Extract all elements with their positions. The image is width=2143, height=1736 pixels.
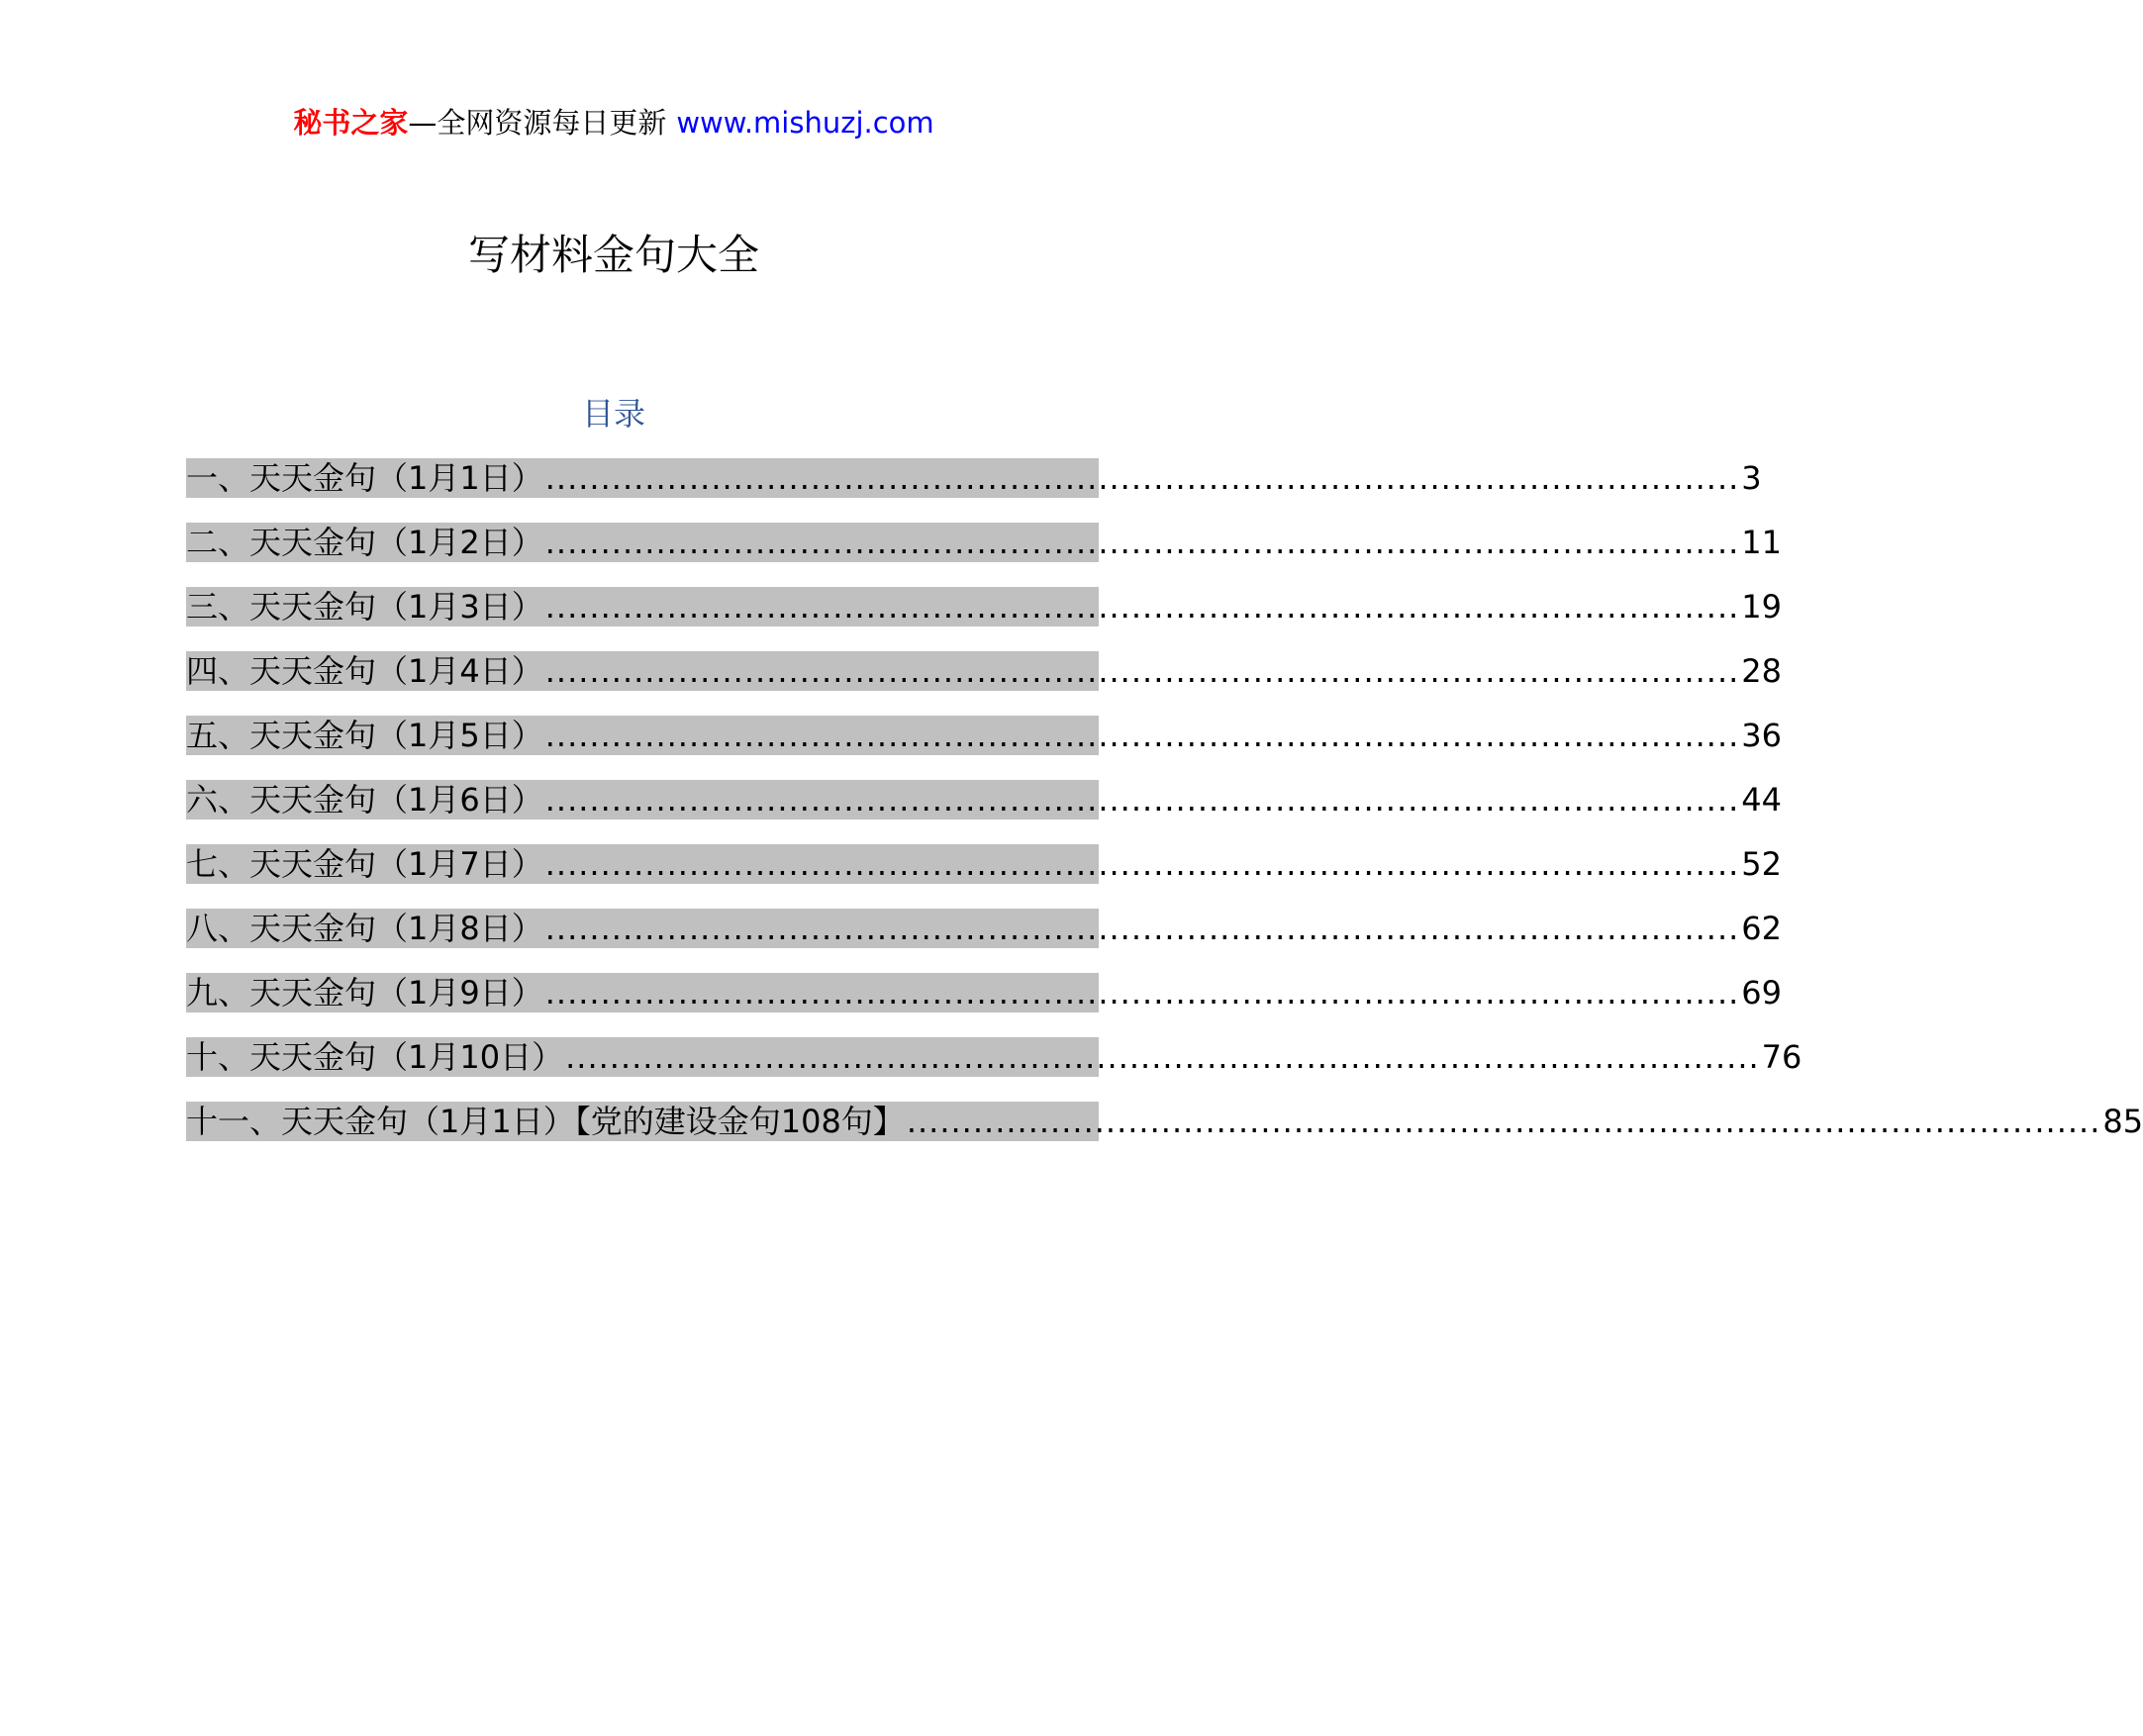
toc-entry[interactable] <box>186 1102 2143 1141</box>
toc-entry-label: 十、天天金句（1月10日） <box>186 1038 564 1076</box>
table-of-contents <box>186 458 2143 1166</box>
toc-entry-page: 44 <box>1741 781 1783 819</box>
toc-dot-leader: ............................................................................................................ <box>906 1103 2101 1140</box>
toc-dot-leader: ............................................................................................................ <box>544 459 1740 497</box>
toc-entry[interactable] <box>186 651 1783 691</box>
toc-entry-label: 二、天天金句（1月2日） <box>186 524 543 561</box>
toc-dot-leader: ............................................................................................................ <box>544 910 1740 947</box>
toc-entry[interactable] <box>186 716 1783 755</box>
toc-entry[interactable] <box>186 973 1783 1013</box>
toc-entry-page: 11 <box>1741 524 1783 561</box>
toc-entry-page: 19 <box>1741 588 1783 626</box>
toc-entry-label: 五、天天金句（1月5日） <box>186 717 543 754</box>
toc-dot-leader: ............................................................................................................ <box>544 652 1740 690</box>
document-title: 写材料金句大全 <box>467 231 759 279</box>
site-header <box>0 99 1227 146</box>
toc-dot-leader: ............................................................................................................ <box>544 588 1740 626</box>
toc-entry-page: 28 <box>1741 652 1783 690</box>
toc-dot-leader: ............................................................................................................ <box>544 845 1740 883</box>
toc-dot-leader: ............................................................................................................ <box>544 974 1740 1012</box>
toc-entry-label: 三、天天金句（1月3日） <box>186 588 543 626</box>
toc-dot-leader: ............................................................................................................ <box>544 717 1740 754</box>
toc-entry-page: 76 <box>1761 1038 1802 1076</box>
toc-entry-label: 八、天天金句（1月8日） <box>186 910 543 947</box>
toc-entry[interactable] <box>186 844 1783 884</box>
toc-heading: 目录 <box>581 395 645 433</box>
toc-entry-page: 36 <box>1741 717 1783 754</box>
toc-dot-leader: ............................................................................................................ <box>544 781 1740 819</box>
toc-entry-label: 四、天天金句（1月4日） <box>186 652 543 690</box>
toc-entry[interactable] <box>186 1037 1802 1077</box>
toc-entry-page: 3 <box>1741 459 1762 497</box>
site-brand: 秘书之家 <box>293 106 409 140</box>
toc-entry-label: 一、天天金句（1月1日） <box>186 459 543 497</box>
toc-entry-label: 六、天天金句（1月6日） <box>186 781 543 819</box>
toc-entry[interactable] <box>186 523 1783 562</box>
site-url-link[interactable]: www.mishuzj.com <box>676 106 934 140</box>
toc-entry-label: 七、天天金句（1月7日） <box>186 845 543 883</box>
toc-dot-leader: ............................................................................................................ <box>565 1038 1760 1076</box>
toc-entry[interactable] <box>186 458 1762 498</box>
toc-entry-page: 62 <box>1741 910 1783 947</box>
toc-entry-page: 52 <box>1741 845 1783 883</box>
site-tagline: —全网资源每日更新 <box>408 106 667 140</box>
toc-entry[interactable] <box>186 780 1783 820</box>
toc-dot-leader: ............................................................................................................ <box>544 524 1740 561</box>
toc-entry-label: 九、天天金句（1月9日） <box>186 974 543 1012</box>
toc-entry-page: 69 <box>1741 974 1783 1012</box>
toc-entry[interactable] <box>186 587 1783 627</box>
toc-entry-page: 85 <box>2102 1103 2143 1140</box>
toc-entry[interactable] <box>186 909 1783 948</box>
toc-entry-label: 十一、天天金句（1月1日）【党的建设金句108句】 <box>186 1103 905 1140</box>
